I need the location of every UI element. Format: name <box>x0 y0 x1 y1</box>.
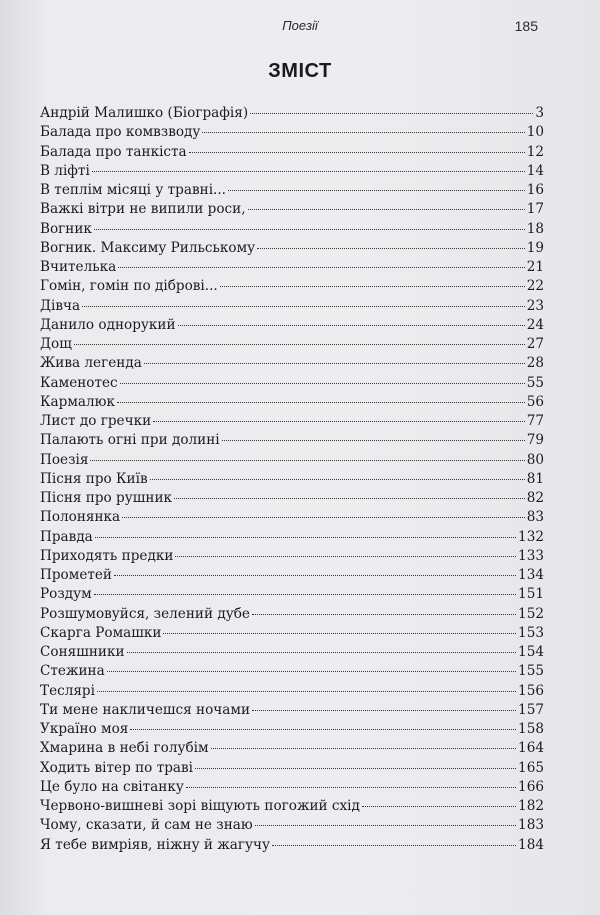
dot-leader <box>127 652 517 653</box>
toc-entry <box>40 374 544 393</box>
toc-entry-title: В ліфті <box>40 162 90 179</box>
toc-entry-title: Ходить вітер по траві <box>40 759 194 776</box>
toc-entry-page: 19 <box>526 239 544 256</box>
dot-leader <box>94 229 525 230</box>
toc-entry-title: Ти мене накличешся ночами <box>40 701 250 718</box>
toc-entry <box>40 836 544 855</box>
toc-entry <box>40 200 544 219</box>
toc-entry <box>40 816 544 835</box>
dot-leader <box>222 440 525 441</box>
toc-entry-page: 28 <box>526 355 544 372</box>
toc-entry-page: 165 <box>518 759 544 776</box>
dot-leader <box>82 306 525 307</box>
toc-entry <box>40 104 544 123</box>
toc-entry-page: 14 <box>526 162 544 179</box>
dot-leader <box>144 363 525 364</box>
toc-entry-title: Балада про комвзводу <box>40 124 201 141</box>
toc-entry <box>40 547 544 566</box>
toc-entry-title: Дощ <box>40 336 72 352</box>
toc-entry-page: 80 <box>526 451 544 468</box>
toc-entry-page: 164 <box>518 740 544 757</box>
toc-entry <box>40 277 544 296</box>
toc-entry-page: 132 <box>518 528 544 545</box>
toc-entry-page: 22 <box>526 278 544 295</box>
dot-leader <box>122 517 525 518</box>
toc-entry-title: Це було на світанку <box>40 778 184 795</box>
dot-leader <box>220 286 525 287</box>
dot-leader <box>202 132 524 133</box>
toc-entry-title: Скарга Ромашки <box>40 624 162 641</box>
toc-entry-title: Вогник <box>40 220 92 237</box>
toc-entry <box>40 354 544 373</box>
dot-leader <box>117 402 525 403</box>
dot-leader <box>228 190 525 191</box>
toc-entry <box>40 605 544 624</box>
toc-entry-page: 151 <box>518 586 544 603</box>
toc-entry-title: Андрій Малишко (Біографія) <box>40 105 249 121</box>
dot-leader <box>153 421 525 422</box>
toc-entry-page: 166 <box>518 778 544 795</box>
toc-entry-title: Червоно-вишневі зорі віщують погожий схід <box>40 798 360 814</box>
toc-entry <box>40 451 544 470</box>
toc-entry-page: 79 <box>526 432 544 449</box>
toc-entry-page: 56 <box>526 393 544 410</box>
toc-entry-title: Вогник. Максиму Рильському <box>40 239 256 256</box>
toc-entry-title: Палають огні при долині <box>40 432 220 449</box>
toc-entry <box>40 316 544 335</box>
toc-entry <box>40 528 544 547</box>
toc-entry <box>40 701 544 720</box>
toc-entry <box>40 181 544 200</box>
toc-entry-page: 133 <box>518 547 544 564</box>
dot-leader <box>189 152 525 153</box>
dot-leader <box>97 691 516 692</box>
toc-entry-title: Данило однорукий <box>40 316 176 333</box>
dot-leader <box>150 479 525 480</box>
toc-entry-title: Соняшники <box>40 644 125 660</box>
dot-leader <box>257 248 525 249</box>
toc-entry-page: 184 <box>518 836 544 853</box>
toc-entry-page: 153 <box>518 624 544 641</box>
toc-entry-title: Теслярі <box>40 682 95 699</box>
dot-leader <box>178 325 525 326</box>
toc-entry-title: Кармалюк <box>40 393 115 410</box>
toc-entry <box>40 662 544 681</box>
dot-leader <box>90 460 524 461</box>
toc-entry <box>40 297 544 316</box>
dot-leader <box>186 787 516 788</box>
toc-entry-page: 152 <box>518 605 544 622</box>
toc-entry <box>40 220 544 239</box>
dot-leader <box>174 498 525 499</box>
dot-leader <box>362 806 516 807</box>
dot-leader <box>252 710 516 711</box>
toc-entry <box>40 566 544 585</box>
toc-entry-page: 158 <box>518 721 544 737</box>
toc-entry-page: 81 <box>526 470 544 487</box>
toc-entry-title: Важкі вітри не випили роси, <box>40 201 246 218</box>
toc-entry-title: Полонянка <box>40 509 121 526</box>
toc-entry <box>40 335 544 354</box>
toc-entry-title: Гомін, гомін по діброві... <box>40 278 218 295</box>
toc-entry <box>40 759 544 778</box>
toc-entry <box>40 431 544 450</box>
dot-leader <box>255 825 516 826</box>
toc-entry <box>40 682 544 701</box>
dot-leader <box>107 671 516 672</box>
dot-leader <box>195 768 516 769</box>
toc-entry-page: 55 <box>526 374 544 391</box>
toc-entry <box>40 624 544 643</box>
toc-entry-title: Приходять предки <box>40 547 174 564</box>
toc-entry-title: Правда <box>40 528 93 545</box>
toc-entry-page: 12 <box>526 143 544 160</box>
toc-entry-title: Пісня про Київ <box>40 470 148 487</box>
toc-entry-page: 182 <box>518 798 544 814</box>
toc-entry-page: 24 <box>526 316 544 333</box>
toc-entry-page: 154 <box>518 644 544 660</box>
toc-entry-title: Розшумовуйся, зелений дубе <box>40 605 250 622</box>
dot-leader <box>252 614 516 615</box>
toc-entry-page: 155 <box>518 663 544 680</box>
toc-entry <box>40 585 544 604</box>
dot-leader <box>92 171 525 172</box>
toc-list <box>40 104 544 855</box>
dot-leader <box>175 556 516 557</box>
dot-leader <box>163 633 516 634</box>
toc-entry-page: 3 <box>535 105 544 121</box>
toc-entry-title: Дівча <box>40 297 81 314</box>
toc-entry-page: 17 <box>526 201 544 218</box>
dot-leader <box>272 845 516 846</box>
toc-entry-page: 23 <box>526 297 544 314</box>
toc-entry <box>40 239 544 258</box>
toc-entry-page: 21 <box>526 259 544 275</box>
running-header <box>0 18 600 40</box>
toc-entry-title: Жива легенда <box>40 355 142 372</box>
toc-entry <box>40 393 544 412</box>
toc-entry-title: Чому, сказати, й сам не знаю <box>40 817 253 834</box>
toc-entry-page: 27 <box>526 336 544 352</box>
toc-entry-page: 157 <box>518 701 544 718</box>
toc-entry-title: Хмарина в небі голубім <box>40 740 209 757</box>
toc-entry-title: Я тебе вимріяв, ніжну й жагучу <box>40 836 271 853</box>
toc-entry-title: Стежина <box>40 663 105 680</box>
toc-entry <box>40 797 544 816</box>
toc-entry-title: Україно моя <box>40 721 129 737</box>
toc-entry <box>40 489 544 508</box>
running-title: Поезії <box>282 18 318 33</box>
toc-entry <box>40 778 544 797</box>
dot-leader <box>114 575 516 576</box>
dot-leader <box>118 267 524 268</box>
dot-leader <box>74 344 525 345</box>
toc-entry-title: Лист до гречки <box>40 413 152 429</box>
dot-leader <box>95 537 516 538</box>
toc-entry <box>40 412 544 431</box>
toc-entry-title: Балада про танкіста <box>40 143 187 160</box>
toc-entry <box>40 258 544 277</box>
toc-entry-page: 77 <box>526 413 544 429</box>
toc-entry <box>40 470 544 489</box>
dot-leader <box>248 209 525 210</box>
toc-entry-page: 16 <box>526 182 544 198</box>
toc-entry <box>40 143 544 162</box>
toc-entry-page: 18 <box>526 220 544 237</box>
toc-entry-title: Роздум <box>40 586 92 603</box>
toc-entry-title: В теплім місяці у травні... <box>40 182 227 198</box>
dot-leader <box>130 729 516 730</box>
toc-entry <box>40 720 544 739</box>
dot-leader <box>250 113 533 114</box>
toc-entry-title: Поезія <box>40 451 89 468</box>
toc-entry <box>40 739 544 758</box>
page-number: 185 <box>514 18 538 34</box>
toc-entry <box>40 508 544 527</box>
toc-entry <box>40 162 544 181</box>
dot-leader <box>94 594 516 595</box>
toc-entry-page: 83 <box>526 509 544 526</box>
toc-entry-title: Пісня про рушник <box>40 490 172 506</box>
toc-entry-title: Каменотес <box>40 374 118 391</box>
toc-entry <box>40 643 544 662</box>
toc-entry-page: 183 <box>518 817 544 834</box>
toc-entry-page: 156 <box>518 682 544 699</box>
toc-entry-page: 10 <box>526 124 544 141</box>
toc-entry-page: 82 <box>526 490 544 506</box>
toc-heading: ЗМІСТ <box>268 60 332 82</box>
dot-leader <box>120 383 525 384</box>
dot-leader <box>211 748 516 749</box>
toc-entry-title: Прометей <box>40 567 112 583</box>
toc-entry-title: Вчителька <box>40 259 117 275</box>
toc-entry-page: 134 <box>518 567 544 583</box>
toc-entry <box>40 123 544 142</box>
